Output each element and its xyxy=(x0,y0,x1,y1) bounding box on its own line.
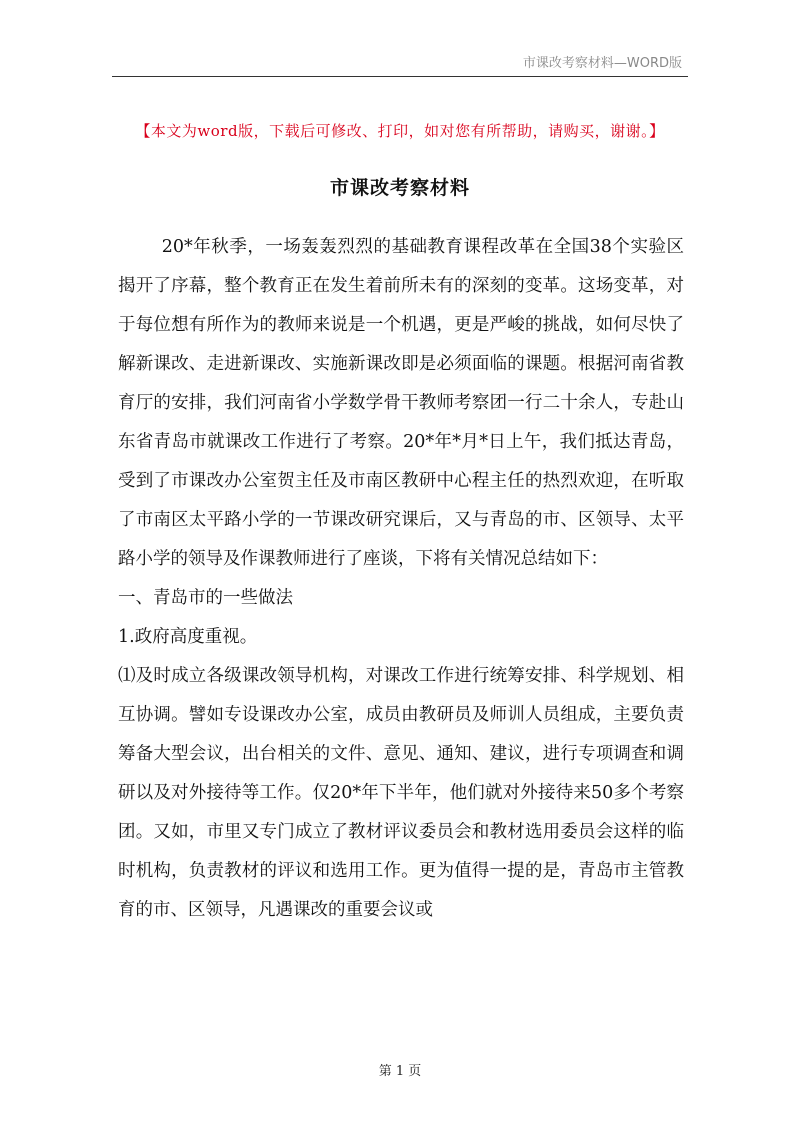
page-header-text: 市课改考察材料—WORD版 xyxy=(522,56,682,71)
paragraph-item-1: ⑴及时成立各级课改领导机构，对课改工作进行统筹安排、科学规划、相互协调。譬如专设课改办公室，成员由教研员及师训人员组成，主要负责筹备大型会议，出台相关的文件、意见、通知、建议，进行专项调查和调研以及对外接待等工作。仅20*年下半年，他们就对外接待来50多个考察团。又如，市里又专门成立了教材评议委员会和教材选用委员会这样的临时机构，负责教材的评议和选用工作。更为值得一提的是，青岛市主管教育的市、区领导，凡遇课改的重要会议或 xyxy=(118,666,684,920)
section-heading-1: 一、青岛市的一些做法 xyxy=(118,588,293,608)
header-divider xyxy=(112,76,688,77)
page-number: 第 1 页 xyxy=(378,1064,422,1079)
document-title: 市课改考察材料 xyxy=(329,177,470,199)
paragraph-intro: 20*年秋季，一场轰轰烈烈的基础教育课程改革在全国38个实验区揭开了序幕，整个教育正在发生着前所未有的深刻的变革。这场变革，对于每位想有所作为的教师来说是一个机遇，更是严峻的挑战，如何尽快了解新课改、走进新课改、实施新课改即是必须面临的课题。根据河南省教育厅的安排，我们河南省小学数学骨干教师考察团一行二十余人，专赴山东省青岛市就课改工作进行了考察。20*年*月*日上午，我们抵达青岛，受到了市课改办公室贺主任及市南区教研中心程主任的热烈欢迎，在听取了市南区太平路小学的一节课改研究课后，又与青岛的市、区领导、太平路小学的领导及作课教师进行了座谈，下将有关情况总结如下： xyxy=(118,237,684,569)
document-body xyxy=(118,228,684,930)
purchase-notice: 【本文为word版，下载后可修改、打印，如对您有所帮助，请购买，谢谢。】 xyxy=(135,122,665,140)
subsection-heading-1: 1.政府高度重视。 xyxy=(118,627,258,647)
